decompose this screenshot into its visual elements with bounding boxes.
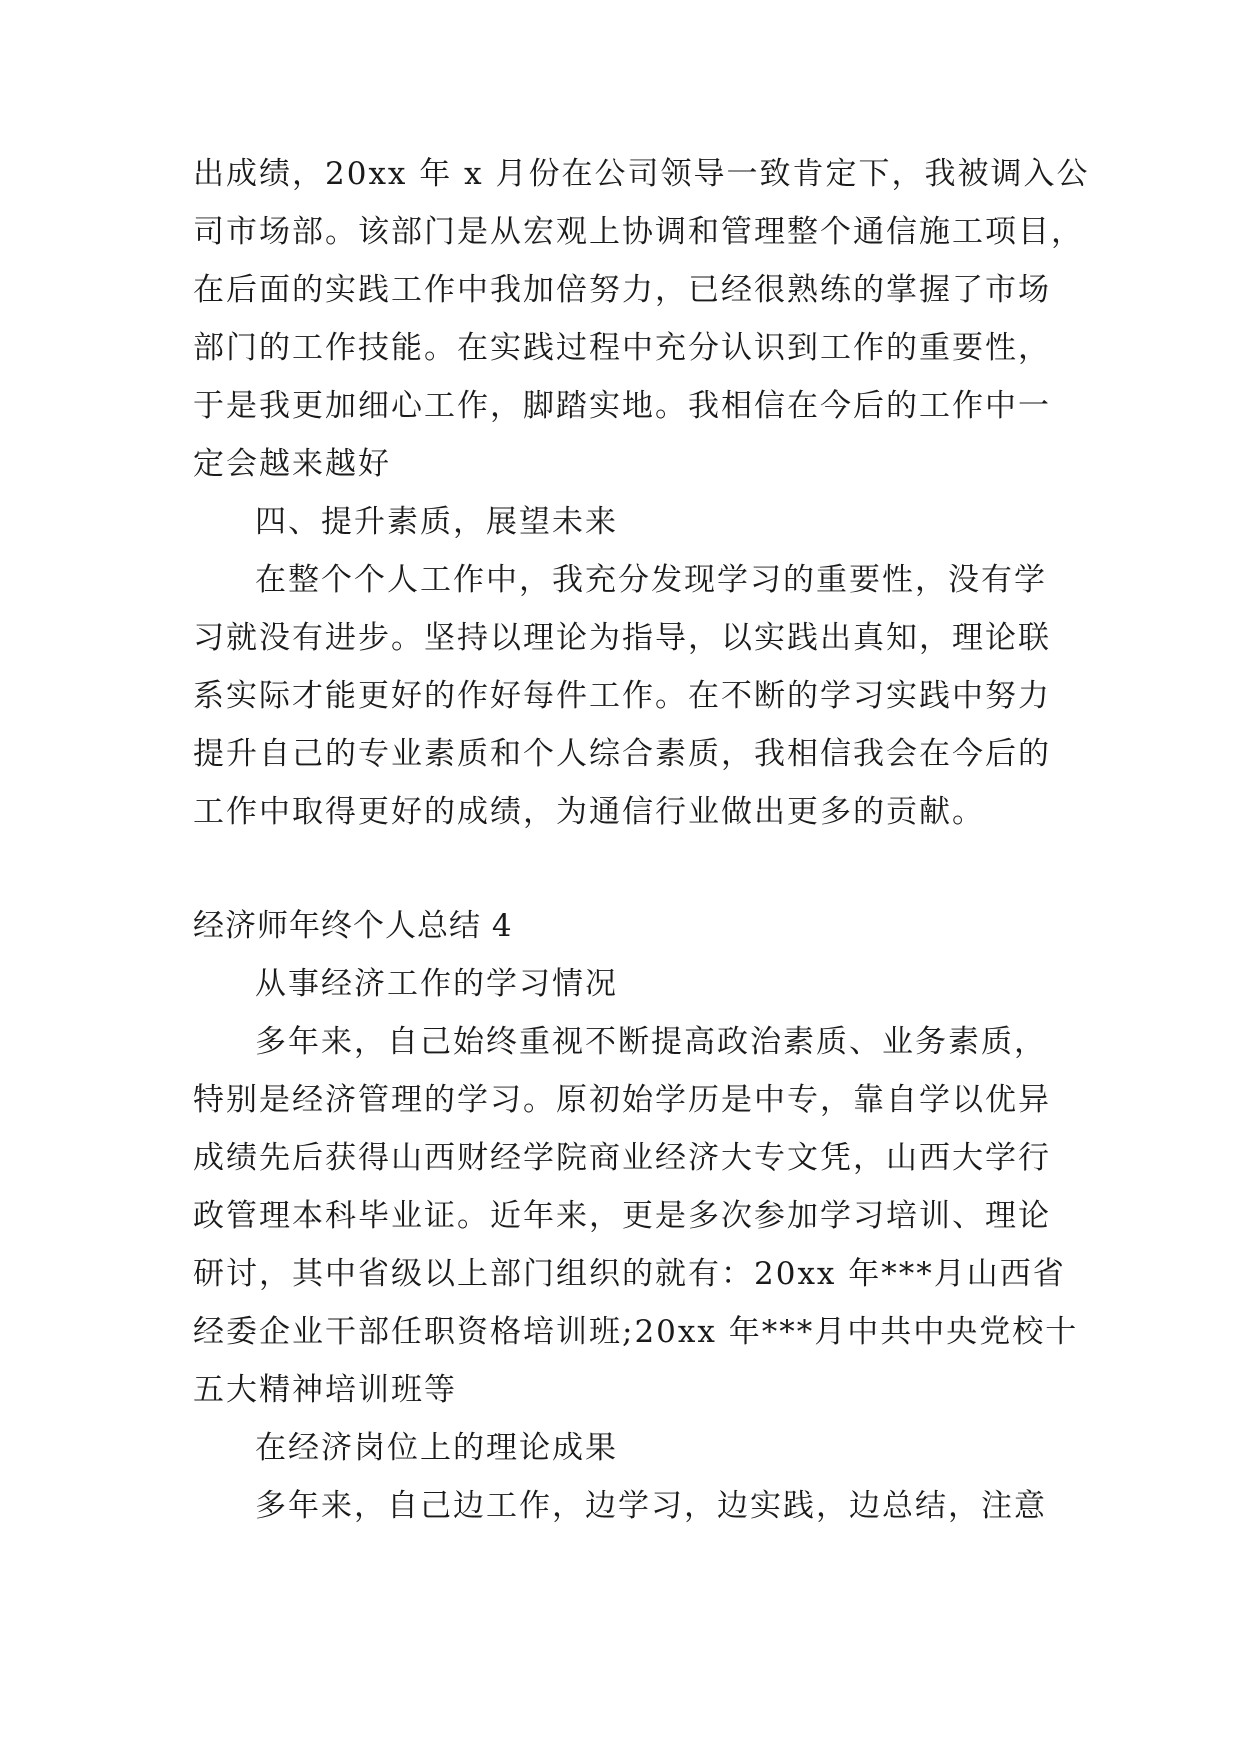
section-heading: 从事经济工作的学习情况 bbox=[255, 966, 618, 1002]
body-text-line: 特别是经济管理的学习。原初始学历是中专，靠自学以优异 bbox=[193, 1082, 1051, 1118]
body-text-line: 经委企业干部任职资格培训班;20xx 年***月中共中央党校十 bbox=[193, 1314, 1079, 1350]
body-text-line: 出成绩，20xx 年 x 月份在公司领导一致肯定下，我被调入公 bbox=[193, 156, 1090, 192]
body-text-line: 司市场部。该部门是从宏观上协调和管理整个通信施工项目， bbox=[193, 214, 1084, 250]
body-text-line: 研讨，其中省级以上部门组织的就有：20xx 年***月山西省 bbox=[193, 1256, 1066, 1292]
body-text-line: 多年来，自己始终重视不断提高政治素质、业务素质， bbox=[255, 1024, 1047, 1060]
body-text-line: 成绩先后获得山西财经学院商业经济大专文凭，山西大学行 bbox=[193, 1140, 1051, 1176]
body-text-line: 提升自己的专业素质和个人综合素质，我相信我会在今后的 bbox=[193, 736, 1051, 772]
section-heading: 四、提升素质，展望未来 bbox=[255, 504, 618, 540]
body-text-line: 在后面的实践工作中我加倍努力，已经很熟练的掌握了市场 bbox=[193, 272, 1051, 308]
body-text-line: 五大精神培训班等 bbox=[193, 1372, 457, 1408]
document-title: 经济师年终个人总结 4 bbox=[193, 908, 513, 944]
body-text-line: 习就没有进步。坚持以理论为指导，以实践出真知，理论联 bbox=[193, 620, 1051, 656]
body-text-line: 工作中取得更好的成绩，为通信行业做出更多的贡献。 bbox=[193, 794, 985, 830]
body-text-line: 定会越来越好 bbox=[193, 446, 391, 482]
body-text-line: 多年来，自己边工作，边学习，边实践，边总结，注意 bbox=[255, 1488, 1047, 1524]
section-heading: 在经济岗位上的理论成果 bbox=[255, 1430, 618, 1466]
body-text-line: 于是我更加细心工作，脚踏实地。我相信在今后的工作中一 bbox=[193, 388, 1051, 424]
body-text-line: 政管理本科毕业证。近年来，更是多次参加学习培训、理论 bbox=[193, 1198, 1051, 1234]
body-text-line: 系实际才能更好的作好每件工作。在不断的学习实践中努力 bbox=[193, 678, 1051, 714]
body-text-line: 在整个个人工作中，我充分发现学习的重要性，没有学 bbox=[255, 562, 1047, 598]
body-text-line: 部门的工作技能。在实践过程中充分认识到工作的重要性， bbox=[193, 330, 1051, 366]
